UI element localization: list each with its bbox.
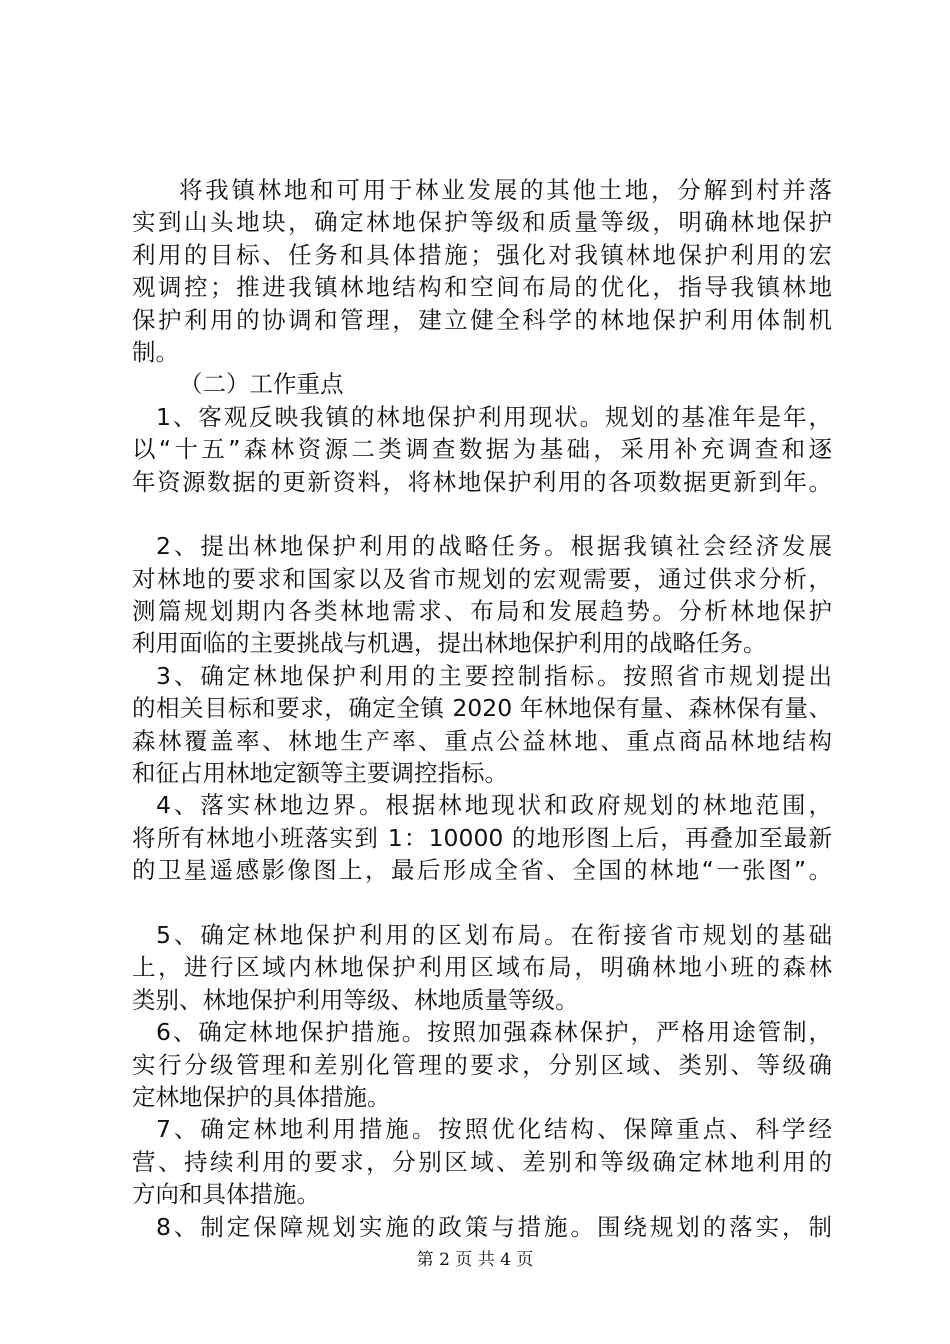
text-line: 3、确定林地保护利用的主要控制指标。按照省市规划提出: [156, 661, 832, 690]
text-line: 的卫星遥感影像图上，最后形成全省、全国的林地“一张图”。: [132, 856, 832, 885]
text-line: 利用的目标、任务和具体措施；强化对我镇林地保护利用的宏: [132, 240, 832, 269]
text-line: 营、持续利用的要求，分别区域、差别和等级确定林地利用的: [132, 1147, 832, 1176]
text-line: 方向和具体措施。: [132, 1180, 320, 1209]
item-5-paragraph: [132, 919, 832, 1016]
text-line: 对林地的要求和国家以及省市规划的宏观需要，通过供求分析，: [132, 564, 832, 593]
text-line: 制。: [132, 337, 179, 366]
text-line: 7、确定林地利用措施。按照优化结构、保障重点、科学经: [156, 1115, 832, 1144]
item-3-paragraph: [132, 660, 832, 790]
item-7-paragraph: [132, 1113, 832, 1210]
document-body: [132, 174, 832, 1243]
text-line: 1、客观反映我镇的林地保护利用现状。规划的基准年是年，: [156, 402, 832, 431]
text-line: 类别、林地保护利用等级、林地质量等级。: [132, 985, 579, 1014]
text-line: 森林覆盖率、林地生产率、重点公益林地、重点商品林地结构: [132, 726, 832, 755]
item-8-paragraph: [132, 1211, 832, 1243]
text-line: 实到山头地块，确定林地保护等级和质量等级，明确林地保护: [132, 208, 832, 237]
text-line: 以“十五”森林资源二类调查数据为基础，采用补充调查和逐: [132, 435, 832, 464]
item-4-paragraph: [132, 789, 832, 886]
text-line: 测篇规划期内各类林地需求、布局和发展趋势。分析林地保护: [132, 597, 832, 626]
section-heading: （二）工作重点: [179, 370, 344, 399]
text-line: 定林地保护的具体措施。: [132, 1082, 391, 1111]
spacer: [132, 887, 832, 919]
text-line: 年资源数据的更新资料，将林地保护利用的各项数据更新到年。: [132, 467, 832, 496]
text-line: 2、提出林地保护利用的战略任务。根据我镇社会经济发展: [156, 532, 832, 561]
text-line: 8、制定保障规划实施的政策与措施。围绕规划的落实，制: [156, 1212, 832, 1241]
page-number-footer: 第 2 页 共 4 页: [416, 1250, 534, 1270]
text-line: 保护利用的协调和管理，建立健全科学的林地保护利用体制机: [132, 305, 832, 334]
item-1-paragraph: [132, 401, 832, 498]
text-line: 上，进行区域内林地保护利用区域布局，明确林地小班的森林: [132, 953, 832, 982]
intro-paragraph: [132, 174, 832, 368]
text-line: 和征占用林地定额等主要调控指标。: [132, 759, 508, 788]
text-line: 6、确定林地保护措施。按照加强森林保护，严格用途管制，: [156, 1018, 832, 1047]
text-line: 观调控；推进我镇林地结构和空间布局的优化，指导我镇林地: [132, 273, 832, 302]
text-line: 实行分级管理和差别化管理的要求，分别区域、类别、等级确: [132, 1050, 832, 1079]
text-line: 5、确定林地保护利用的区划布局。在衔接省市规划的基础: [156, 920, 832, 949]
text-line: 4、落实林地边界。根据林地现状和政府规划的林地范围，: [156, 791, 832, 820]
text-line: 将所有林地小班落实到 1：10000 的地形图上后，再叠加至最新: [132, 823, 832, 852]
text-line: 将我镇林地和可用于林业发展的其他土地，分解到村并落: [179, 176, 832, 204]
item-2-paragraph: [132, 530, 832, 660]
item-6-paragraph: [132, 1016, 832, 1113]
spacer: [132, 498, 832, 530]
text-line: 利用面临的主要挑战与机遇，提出林地保护利用的战略任务。: [132, 629, 767, 658]
text-line: 的相关目标和要求，确定全镇 2020 年林地保有量、森林保有量、: [132, 694, 832, 723]
